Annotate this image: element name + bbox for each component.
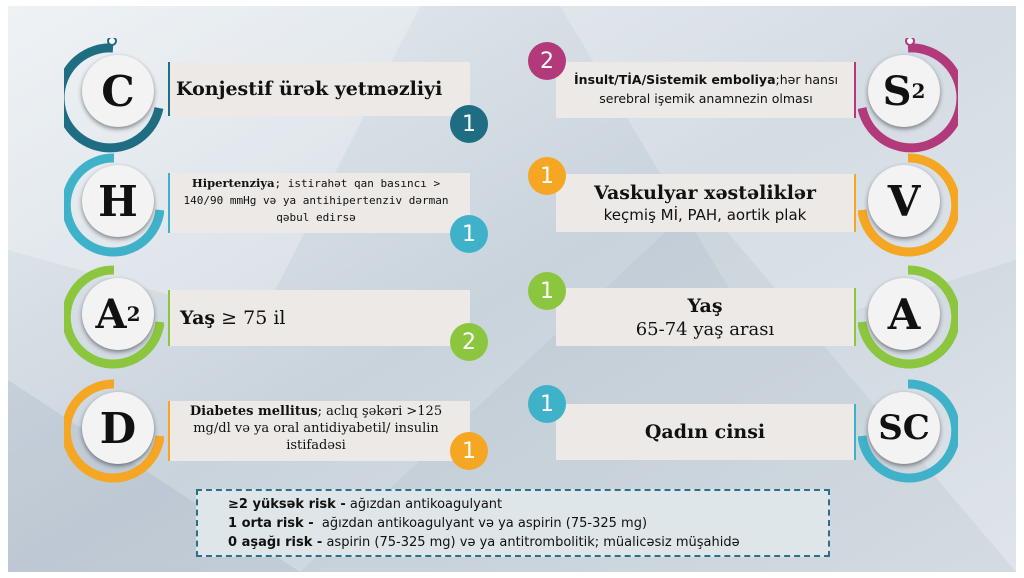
criterion-text: ; istirahət qan basıncı > 140/90 mmHg və ya antihipertenziv dərman qəbul edirsə [183,177,449,224]
score-badge: 2 [528,42,566,80]
letter-circle-s2 [868,55,940,127]
score-badge: 1 [450,105,488,143]
criterion-bold: Yaş [180,307,216,329]
letter-circle-a2 [82,278,154,350]
score-badge: 1 [450,215,488,253]
criterion-text: ≥ 75 il [215,307,286,329]
letter-subscript: 2 [126,302,141,326]
letter: H [98,176,138,226]
score-badge: 1 [528,272,566,310]
score-badge: 1 [450,432,488,470]
criterion-box-h [168,173,470,233]
criterion-text: keçmiş Mİ, PAH, aortik plak [603,206,807,224]
letter: C [101,66,135,116]
letter: D [99,403,137,453]
criterion-bold: Hipertenziya [191,176,275,190]
criterion-box-s2 [556,62,856,118]
score-badge: 1 [528,385,566,423]
criterion-text: ;hər hansı serebral işemik anamnezin olması [599,72,838,106]
criterion-box-a2 [168,290,470,346]
legend-bold: ≥2 yüksək risk - [228,497,346,512]
criterion-bold: Diabetes mellitus [189,404,318,419]
legend-text: aspirin (75-325 mg) və ya antitrombolitik; müalicəsiz müşahidə [322,535,740,550]
score-badge: 2 [450,323,488,361]
criterion-box-v [556,174,856,232]
legend-bold: 0 aşağı risk - [228,535,323,550]
letter-circle-h [82,165,154,237]
risk-legend [196,489,830,557]
criterion-box-c [168,62,470,116]
letter: V [887,176,921,226]
legend-line [228,514,828,533]
letter: S [882,67,912,115]
criterion-box-sc [556,404,856,460]
criterion-text: ; aclıq şəkəri >125 mg/dl və ya oral antidiyabetil/ insulin istifadəsi [193,404,443,453]
criterion-text: 65-74 yaş arası [635,318,775,340]
score-badge: 1 [528,157,566,195]
letter-circle-d [82,392,154,464]
criterion-title: Yaş [687,294,723,317]
criterion-box-a [556,288,856,346]
criterion-text: Konjestif ürək yetməzliyi [176,78,443,100]
legend-bold: 1 orta risk - [228,516,314,531]
letter: A [887,289,921,339]
criterion-box-d [168,401,470,461]
criterion-bold: İnsult/TİA/Sistemik emboliya [574,72,776,87]
legend-text: ağızdan antikoagulyant və ya aspirin (75-325 mg) [313,516,648,531]
letter-circle-v [868,165,940,237]
legend-line [228,495,828,514]
letter-circle-sc [868,392,940,464]
letter-subscript: 2 [911,79,926,103]
letter: SC [878,408,930,448]
letter-circle-c [82,55,154,127]
letter: A [95,290,127,338]
letter-circle-a [868,278,940,350]
legend-line [228,533,828,552]
legend-text: ağızdan antikoagulyant [345,497,503,512]
criterion-title: Qadın cinsi [644,421,766,443]
criterion-title: Vaskulyar xəstəliklər [593,182,817,204]
